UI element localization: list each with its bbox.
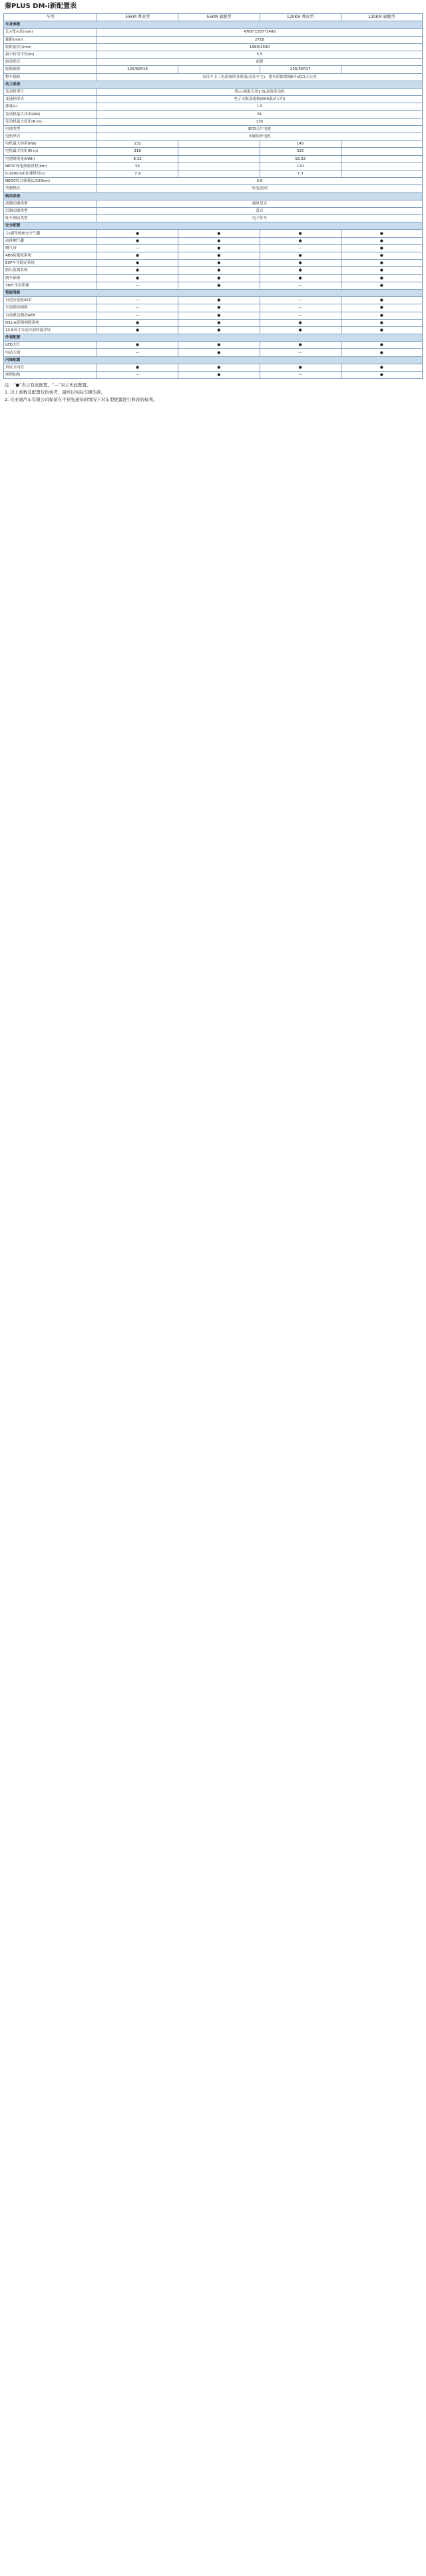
row-value: — <box>97 304 178 312</box>
row-value: ● <box>97 319 178 326</box>
row-value: 通风盘式 <box>97 200 423 207</box>
header-row <box>4 14 423 21</box>
header-cell-model: 车型 <box>4 14 97 21</box>
row-value: ● <box>178 230 260 237</box>
row-value: 电子无级变速箱(EHS混动专用) <box>97 96 423 103</box>
row-value: ● <box>178 267 260 274</box>
row-value: ● <box>341 364 422 371</box>
row-value: 5.5 <box>97 51 423 58</box>
row-value: ● <box>341 319 422 326</box>
table-row <box>4 252 423 260</box>
row-value: 1580/1590 <box>97 43 423 51</box>
header-cell-120-flagship: 120KM 旗舰型 <box>341 14 422 21</box>
row-value: ● <box>341 297 422 304</box>
row-value <box>178 141 260 148</box>
section-heading: 外观配置 <box>4 334 423 342</box>
table-row <box>4 51 423 58</box>
table-row <box>4 36 423 43</box>
row-value: ● <box>178 372 260 379</box>
row-value: ● <box>97 252 178 260</box>
row-value <box>178 162 260 170</box>
table-row <box>4 230 423 237</box>
row-value: — <box>260 312 341 319</box>
table-row <box>4 237 423 244</box>
row-value: ● <box>97 267 178 274</box>
row-value <box>178 148 260 155</box>
row-value: — <box>97 297 178 304</box>
row-label: 电动天窗 <box>4 349 97 356</box>
section-heading: 动力系统 <box>4 81 423 88</box>
row-value: ● <box>260 326 341 334</box>
section-heading: 安全配置 <box>4 222 423 230</box>
table-row <box>4 155 423 162</box>
row-value <box>341 148 422 155</box>
row-value: 1.5 <box>97 103 423 111</box>
row-value: 7.3 <box>260 170 341 177</box>
row-label: 轴距(mm) <box>4 36 97 43</box>
table-row <box>4 297 423 304</box>
row-value: — <box>260 349 341 356</box>
row-label: LED大灯 <box>4 342 97 349</box>
row-value: 首任车主三电系统终身质保(首任车主)，整车质保期限6年或15万公里 <box>97 73 423 81</box>
sheet-title: 秦PLUS DM-i新配置表 <box>5 3 77 10</box>
table-row <box>4 96 423 103</box>
table-row <box>4 342 423 349</box>
row-value: ● <box>97 260 178 267</box>
section-row <box>4 334 423 342</box>
table-row <box>4 170 423 177</box>
row-label: 发动机型号 <box>4 88 97 95</box>
row-label: 侧气帘 <box>4 244 97 252</box>
row-label: 发动机最大功率(kW) <box>4 111 97 118</box>
footnotes <box>3 382 423 404</box>
section-heading: 内饰配置 <box>4 356 423 364</box>
table-row <box>4 319 423 326</box>
row-value: — <box>260 282 341 289</box>
row-value: 18.32 <box>260 155 341 162</box>
row-value: ● <box>97 274 178 282</box>
row-value: ● <box>97 230 178 237</box>
table-row <box>4 267 423 274</box>
row-label: 电机形式 <box>4 133 97 141</box>
table-row <box>4 141 423 148</box>
row-value: ● <box>260 267 341 274</box>
row-value: 4765*1837*1495 <box>97 29 423 36</box>
row-value: ● <box>260 252 341 260</box>
footnote-line: 2. 比亚迪汽车有限公司保留在不预先通知的情况下对车型配置进行修改的权利。 <box>5 397 158 403</box>
row-value: ● <box>341 372 422 379</box>
row-value: 225/60R16 <box>97 66 178 73</box>
row-value: 永磁同步电机 <box>97 133 423 141</box>
row-label: 整车保修 <box>4 73 97 81</box>
row-value: ● <box>341 252 422 260</box>
row-value: — <box>97 372 178 379</box>
table-row <box>4 207 423 214</box>
row-value: — <box>97 312 178 319</box>
row-label: 轮距前/后(mm) <box>4 43 97 51</box>
row-label: 轮胎规格 <box>4 66 97 73</box>
table-row <box>4 133 423 141</box>
header-cell-55-premium: 55KM 尊贵型 <box>97 14 178 21</box>
row-label: 自动紧急制动AEB <box>4 312 97 319</box>
row-value: ● <box>341 267 422 274</box>
row-label: 前排侧气囊 <box>4 237 97 244</box>
row-label: 发动机最大扭矩(N·m) <box>4 118 97 125</box>
row-value: ● <box>97 364 178 371</box>
row-value: 电子驻车 <box>97 215 423 222</box>
row-label: DiLink智能网联系统 <box>4 319 97 326</box>
row-value: ● <box>178 312 260 319</box>
row-value: ● <box>341 326 422 334</box>
row-value: ● <box>260 364 341 371</box>
row-label: 车道保持辅助 <box>4 304 97 312</box>
row-value <box>341 66 422 73</box>
row-label: 后制动器类型 <box>4 207 97 214</box>
row-label: 座椅加热 <box>4 372 97 379</box>
row-value: ● <box>341 260 422 267</box>
footnote-line: 1. 以上参数及配置仅供参考，最终以实际车辆为准。 <box>5 390 106 396</box>
table-row <box>4 111 423 118</box>
table-row <box>4 162 423 170</box>
table-row <box>4 118 423 125</box>
header-cell-55-flagship: 55KM 旗舰型 <box>178 14 260 21</box>
section-heading: 智能驾驶 <box>4 289 423 296</box>
section-row <box>4 192 423 200</box>
row-value: 316 <box>97 148 178 155</box>
row-value: ● <box>97 342 178 349</box>
row-label: 驾驶模式 <box>4 185 97 192</box>
row-label: NEDC综合油耗(L/100km) <box>4 178 97 185</box>
row-value: — <box>260 304 341 312</box>
row-label: ABS防抱死系统 <box>4 252 97 260</box>
table-row <box>4 59 423 66</box>
row-value: ● <box>178 252 260 260</box>
row-label: 主/副驾驶座安全气囊 <box>4 230 97 237</box>
row-value: 纯电/混动 <box>97 185 423 192</box>
row-value: ● <box>341 274 422 282</box>
footnote-line: 注：“●”表示有此配置，“—”表示无此配置。 <box>5 382 91 388</box>
row-label: ESP车身稳定系统 <box>4 260 97 267</box>
row-value <box>178 155 260 162</box>
row-value: ● <box>178 364 260 371</box>
row-value: ● <box>341 349 422 356</box>
row-value: 盘式 <box>97 207 423 214</box>
row-label: 电机最大功率(kW) <box>4 141 97 148</box>
table-row <box>4 274 423 282</box>
row-label: 变速箱形式 <box>4 96 97 103</box>
row-value: ● <box>97 237 178 244</box>
row-value: ● <box>178 326 260 334</box>
row-value: ● <box>178 297 260 304</box>
row-label: 最小转弯半径(m) <box>4 51 97 58</box>
row-value: ● <box>178 304 260 312</box>
row-value: ● <box>178 319 260 326</box>
table-row <box>4 103 423 111</box>
table-row <box>4 125 423 133</box>
row-value <box>341 162 422 170</box>
row-value: ● <box>260 319 341 326</box>
table-row <box>4 244 423 252</box>
row-label: NEDC纯电续航里程(km) <box>4 162 97 170</box>
table-row <box>4 66 423 73</box>
row-value: — <box>260 244 341 252</box>
header-cell-120-premium: 120KM 尊贵型 <box>260 14 341 21</box>
row-value: 7.9 <box>97 170 178 177</box>
spec-sheet <box>3 0 423 404</box>
row-label: 电池组能量(kWh) <box>4 155 97 162</box>
table-row <box>4 304 423 312</box>
row-value <box>178 66 260 73</box>
table-row <box>4 326 423 334</box>
table-row <box>4 364 423 371</box>
row-value: 55 <box>97 162 178 170</box>
row-value: ● <box>260 237 341 244</box>
row-label: 倒车影像 <box>4 274 97 282</box>
row-value <box>341 155 422 162</box>
table-row <box>4 185 423 192</box>
row-value: ● <box>341 342 422 349</box>
section-row <box>4 81 423 88</box>
section-row <box>4 21 423 29</box>
table-row <box>4 260 423 267</box>
row-value <box>341 141 422 148</box>
table-row <box>4 372 423 379</box>
row-label: 胎压监测系统 <box>4 267 97 274</box>
row-value: ● <box>178 282 260 289</box>
row-label: 360°全景影像 <box>4 282 97 289</box>
section-row <box>4 356 423 364</box>
row-value: ● <box>260 230 341 237</box>
row-value: ● <box>178 349 260 356</box>
row-value: ● <box>97 326 178 334</box>
row-value: 235/55R17 <box>260 66 341 73</box>
row-value: 325 <box>260 148 341 155</box>
row-value: — <box>260 297 341 304</box>
row-label: 前制动器类型 <box>4 200 97 207</box>
row-value <box>178 170 260 177</box>
row-label: 电机最大扭矩(N·m) <box>4 148 97 155</box>
row-value: 8.32 <box>97 155 178 162</box>
row-value: ● <box>260 260 341 267</box>
row-value: ● <box>260 342 341 349</box>
row-label: 真皮方向盘 <box>4 364 97 371</box>
table-row <box>4 88 423 95</box>
row-label: 排量(L) <box>4 103 97 111</box>
row-value: 2718 <box>97 36 423 43</box>
row-value: — <box>260 372 341 379</box>
section-row <box>4 222 423 230</box>
row-value: ● <box>341 244 422 252</box>
row-value: ● <box>178 274 260 282</box>
row-label: 驻车制动类型 <box>4 215 97 222</box>
row-label: 12.8英寸自适应旋转悬浮屏 <box>4 326 97 334</box>
row-value: ● <box>341 282 422 289</box>
table-row <box>4 29 423 36</box>
row-value <box>341 170 422 177</box>
row-value: 135 <box>97 118 423 125</box>
row-label: 自适应巡航ACC <box>4 297 97 304</box>
table-row <box>4 215 423 222</box>
row-value: 145 <box>260 141 341 148</box>
table-row <box>4 43 423 51</box>
row-value: 81 <box>97 111 423 118</box>
table-row <box>4 200 423 207</box>
row-label: 电池类型 <box>4 125 97 133</box>
table-row <box>4 148 423 155</box>
row-label: 驱动形式 <box>4 59 97 66</box>
row-value: BYD刀片电池 <box>97 125 423 133</box>
table-row <box>4 349 423 356</box>
row-value: ● <box>260 274 341 282</box>
section-heading: 制动系统 <box>4 192 423 200</box>
section-row <box>4 289 423 296</box>
table-row <box>4 282 423 289</box>
row-label: 0-100km/h加速时间(s) <box>4 170 97 177</box>
section-heading: 车身参数 <box>4 21 423 29</box>
row-value: 3.8 <box>97 178 423 185</box>
row-value: ● <box>178 260 260 267</box>
row-value: — <box>97 244 178 252</box>
row-value: — <box>97 349 178 356</box>
table-row <box>4 312 423 319</box>
row-value: ● <box>341 237 422 244</box>
table-row <box>4 178 423 185</box>
row-value: ● <box>178 237 260 244</box>
row-value: ● <box>341 304 422 312</box>
row-value: 132 <box>97 141 178 148</box>
row-value: ● <box>178 342 260 349</box>
table-row <box>4 73 423 81</box>
row-value: 120 <box>260 162 341 170</box>
row-value: 骁云-插混专用1.5L高效发动机 <box>97 88 423 95</box>
row-value: 前驱 <box>97 59 423 66</box>
row-value: — <box>97 282 178 289</box>
row-value: ● <box>341 312 422 319</box>
spec-table <box>3 13 423 379</box>
row-label: 长×宽×高(mm) <box>4 29 97 36</box>
row-value: ● <box>341 230 422 237</box>
row-value: ● <box>178 244 260 252</box>
